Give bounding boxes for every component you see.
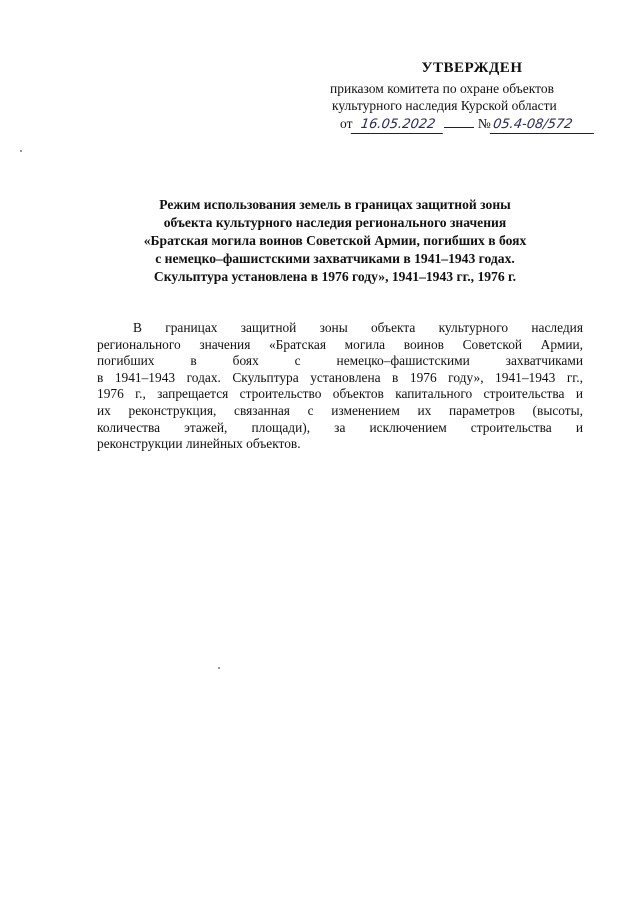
scan-speck xyxy=(20,150,22,152)
approval-block xyxy=(330,60,620,134)
date-prefix: от xyxy=(340,116,353,131)
body-paragraph xyxy=(97,320,583,453)
body-line: в 1941–1943 годах. Скульптура установлена в 1976 году», 1941–1943 гг., xyxy=(97,369,583,385)
handwritten-number: 05.4-08/572 xyxy=(489,116,596,134)
number-prefix: № xyxy=(477,116,491,131)
heading-line: с немецко–фашистскими захватчиками в 1941–1943 годах. xyxy=(155,251,515,266)
body-line: регионального значения «Братская могила воинов Советской Армии, xyxy=(97,336,583,352)
heading-line: Скульптура установлена в 1976 году», 1941–1943 гг., 1976 г. xyxy=(153,269,517,284)
body-line: В границах защитной зоны объекта культурного наследия xyxy=(133,320,583,335)
scan-speck xyxy=(218,667,220,669)
body-line: их реконструкция, связанная с изменением их параметров (высоты, xyxy=(97,402,583,418)
heading-line: Режим использования земель в границах защитной зоны xyxy=(159,197,511,212)
heading-line: «Братская могила воинов Советской Армии, погибших в боях xyxy=(143,233,527,248)
body-line: погибших в боях с немецко–фашистскими захватчиками xyxy=(97,353,583,369)
handwritten-date: 16.05.2022 xyxy=(351,116,446,134)
approval-line-1: приказом комитета по охране объектов xyxy=(330,81,554,96)
body-line: количества этажей, площади), за исключением строительства и xyxy=(97,419,583,435)
heading-line: объекта культурного наследия регионального значения xyxy=(163,215,507,230)
approval-title: УТВЕРЖДЕН xyxy=(421,60,523,76)
approval-date-row xyxy=(340,115,620,134)
approval-line-2: культурного наследия Курской области xyxy=(332,98,557,113)
body-line: 1976 г., запрещается строительство объектов капитального строительства и xyxy=(97,386,583,402)
body-line: реконструкции линейных объектов. xyxy=(97,436,301,452)
date-underline xyxy=(444,126,474,128)
document-heading xyxy=(100,196,570,286)
